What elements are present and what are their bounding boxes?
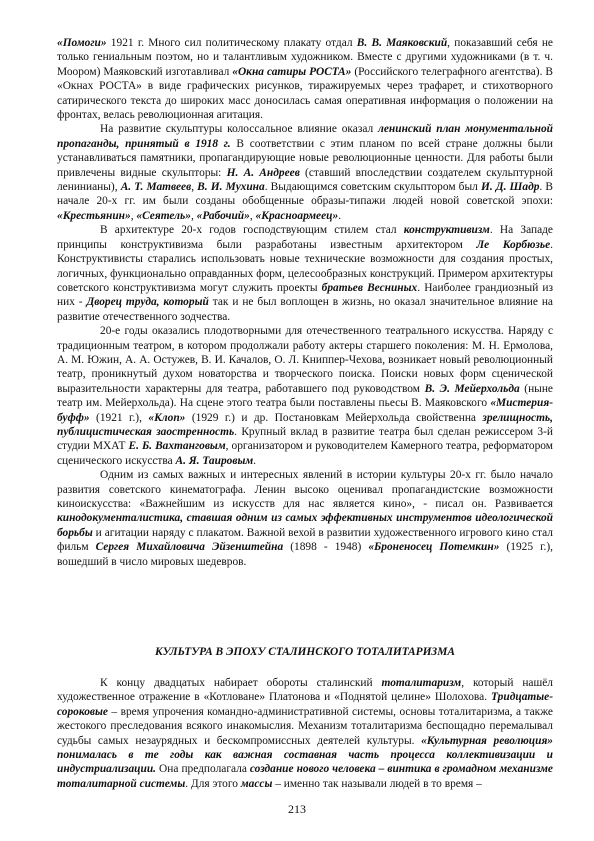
emphasis-text: И. Д. Шадр: [480, 181, 540, 194]
text-run: . В начале 20-х гг. им были созданы обобщенные образы-типажи людей новой советской эпохи:: [57, 181, 553, 208]
text-run: . Для этого: [185, 777, 241, 790]
text-run: (ныне театр им. Мейерхольда). На сцене этого театра были поставлены пьесы В. Маяковского: [57, 382, 553, 410]
emphasis-text: конструктивизм: [403, 224, 490, 237]
emphasis-text: Дворец труда, который: [86, 296, 209, 309]
text-run: (ставший впоследствии создателем скульптурной ленинианы),: [57, 166, 553, 194]
emphasis-text: «Культурная революция» понималась в те годы как важная составная часть процесса коллективизации и индустриализации.: [57, 734, 554, 776]
emphasis-text: «Броненосец Потемкин»: [368, 541, 500, 554]
section-heading: КУЛЬТУРА В ЭПОХУ СТАЛИНСКОГО ТОТАЛИТАРИЗМА: [155, 646, 455, 658]
text-run: – именно так называли людей в то время –: [272, 777, 482, 790]
emphasis-text: В. В. Маяковский: [356, 37, 448, 49]
text-run: . На Западе принципы конструктивизма были разработаны известным архитектором: [57, 224, 553, 251]
emphasis-text: Е. Б. Вахтанговым: [128, 440, 226, 453]
text-run: . Крупный вклад в развитие театра был сделан режиссером 3-й студии МХАТ: [57, 425, 553, 453]
text-run: .: [338, 209, 342, 222]
emphasis-text: «Сеятель»: [136, 209, 191, 222]
text-run: (1929 г.) и др. Постановкам Мейерхольда свойственна: [185, 411, 483, 424]
text-run: , показавший себя не только гениальным поэтом, но и талантливым художником. Вместе с другими художниками (в т. ч. Моором) Маяковский изготавливал: [57, 37, 553, 78]
body-text-section: [57, 36, 553, 569]
body-text-section-2: [57, 676, 553, 791]
emphasis-text: «Красноармеец»: [255, 209, 339, 222]
text-run: ,: [130, 209, 137, 222]
emphasis-text: А. Я. Таировым: [175, 454, 254, 467]
text-run: (1925 г.), вошедший в число мировых шедевров.: [57, 541, 553, 568]
text-run: , организатором и руководителем Камерного театра, реформатором сценического искусства: [57, 440, 553, 467]
text-run: , который нашёл художественное отражение в «Котловане» Платонова и «Поднятой целине» Шолохова.: [57, 677, 553, 704]
emphasis-text: «Рабочий»: [196, 209, 250, 222]
paragraph: [57, 676, 553, 791]
emphasis-text: массы: [240, 777, 273, 790]
text-run: ,: [249, 209, 256, 222]
emphasis-text: создание нового человека – винтика в громадном механизме тоталитарной системы: [57, 763, 553, 790]
emphasis-text: Тридцатые-сороковые: [57, 691, 553, 718]
text-run: . Выдающимся советским скульптором был: [264, 181, 481, 194]
emphasis-text: зрелищность, публицистическая заостренность: [57, 411, 553, 438]
emphasis-text: тоталитаризм: [381, 677, 462, 689]
paragraph: [57, 223, 553, 324]
emphasis-text: «Окна сатиры РОСТА»: [232, 65, 352, 78]
emphasis-text: «Крестьянин»: [57, 209, 131, 222]
text-run: ,: [190, 209, 197, 222]
emphasis-text: «Мистерия-буфф»: [57, 397, 553, 424]
text-run: 1921 г. Много сил политическому плакату отдал: [106, 37, 357, 49]
text-run: В соответствии с этим планом по всей стране должны были устанавливаться памятники, пропагандирующие новые революционные ценности. Для работы были привлечены видные скульпторы:: [57, 137, 553, 179]
emphasis-text: Сергея Михайловича Эйзенштейна: [95, 541, 284, 554]
text-run: так и не был воплощен в жизнь, но оказал значительное влияние на развитие отечественного зодчества.: [57, 296, 553, 323]
emphasis-text: «Помоги»: [57, 37, 107, 49]
text-run: и агитации наряду с плакатом. Важной вехой в развитии художественного игрового кино стал фильм: [57, 526, 553, 554]
paragraph: [57, 122, 553, 223]
text-run: .: [253, 454, 257, 467]
text-run: К концу двадцатых набирает обороты сталинский: [100, 677, 382, 689]
paragraph: [57, 324, 553, 468]
emphasis-text: «Клоп»: [148, 411, 186, 424]
text-run: (1898 - 1948): [283, 541, 369, 554]
text-run: (Российского телеграфного агентства). В «Окнах РОСТА» в виде графических рисунков, тиражируемых через трафарет, и стихотворного сатирического текста до широких масс доносилась самая оперативная информация о положении на фронтах, велась революционная агитация.: [57, 65, 553, 122]
emphasis-text: братьев Весниных: [321, 281, 418, 294]
paragraph: [57, 36, 553, 122]
emphasis-text: кинодокументалистика, ставшая одним из самых эффективных инструментов идеологической борьбы: [57, 512, 553, 539]
emphasis-text: Н. А. Андреев: [226, 166, 300, 179]
text-run: На развитие скульптуры колоссальное влияние оказал: [100, 123, 379, 136]
text-run: (1921 г.),: [89, 411, 149, 424]
text-run: 20-е годы оказались плодотворными для отечественного театрального искусства. Наряду с традиционным театром, в котором продолжали работу актеры старшего поколения: М. Н. Ермолова, А. М. Южин, А. А. Остужев, В. И. Качалов, О. Л. Книппер-Чехова, возникает новый революционный театр, проникнутый духом новаторства и творческого поиска. Поиски новых форм сценической выразительности характерны для театра, работавшего под руководством: [57, 325, 553, 395]
text-run: В архитектуре 20-х годов господствующим стилем стал: [100, 224, 404, 237]
text-run: . Конструктивисты старались использовать новые технические возможности для создания простых, логичных, функционально оправданных форм, целесообразных конструкций. Примером архитектуры советского конструктивизма могут служить проекты: [57, 238, 553, 294]
emphasis-text: А. Т. Матвеев: [120, 181, 192, 194]
emphasis-text: ленинский план монументальной пропаганды, принятый в 1918 г.: [57, 123, 554, 150]
emphasis-text: В. И. Мухина: [197, 181, 265, 194]
text-run: Она предполагала: [156, 763, 250, 776]
emphasis-text: В. Э. Мейерхольда: [424, 382, 520, 395]
text-run: . Наиболее грандиозный из них -: [57, 281, 554, 309]
text-run: Одним из самых важных и интересных явлений в истории культуры 20-х гг. было начало развития советского кинематографа. Ленин высоко оценивал пропагандистские возможности киноискусства: «Важнейшим из искусств для нас является кино», - писал он. Развивается: [57, 469, 553, 510]
text-run: – время упрочения командно-административной системы, основы тоталитаризма, а также жестокого преследования всякого инакомыслия. Механизм тоталитаризма беспощадно перемалывал судьбы самых незаурядных и бескомпромиссных деятелей культуры.: [57, 705, 553, 747]
page-number: 213: [288, 802, 306, 816]
emphasis-text: Ле Корбюзье: [476, 238, 551, 251]
text-run: ,: [191, 181, 198, 194]
paragraph: [57, 468, 553, 569]
